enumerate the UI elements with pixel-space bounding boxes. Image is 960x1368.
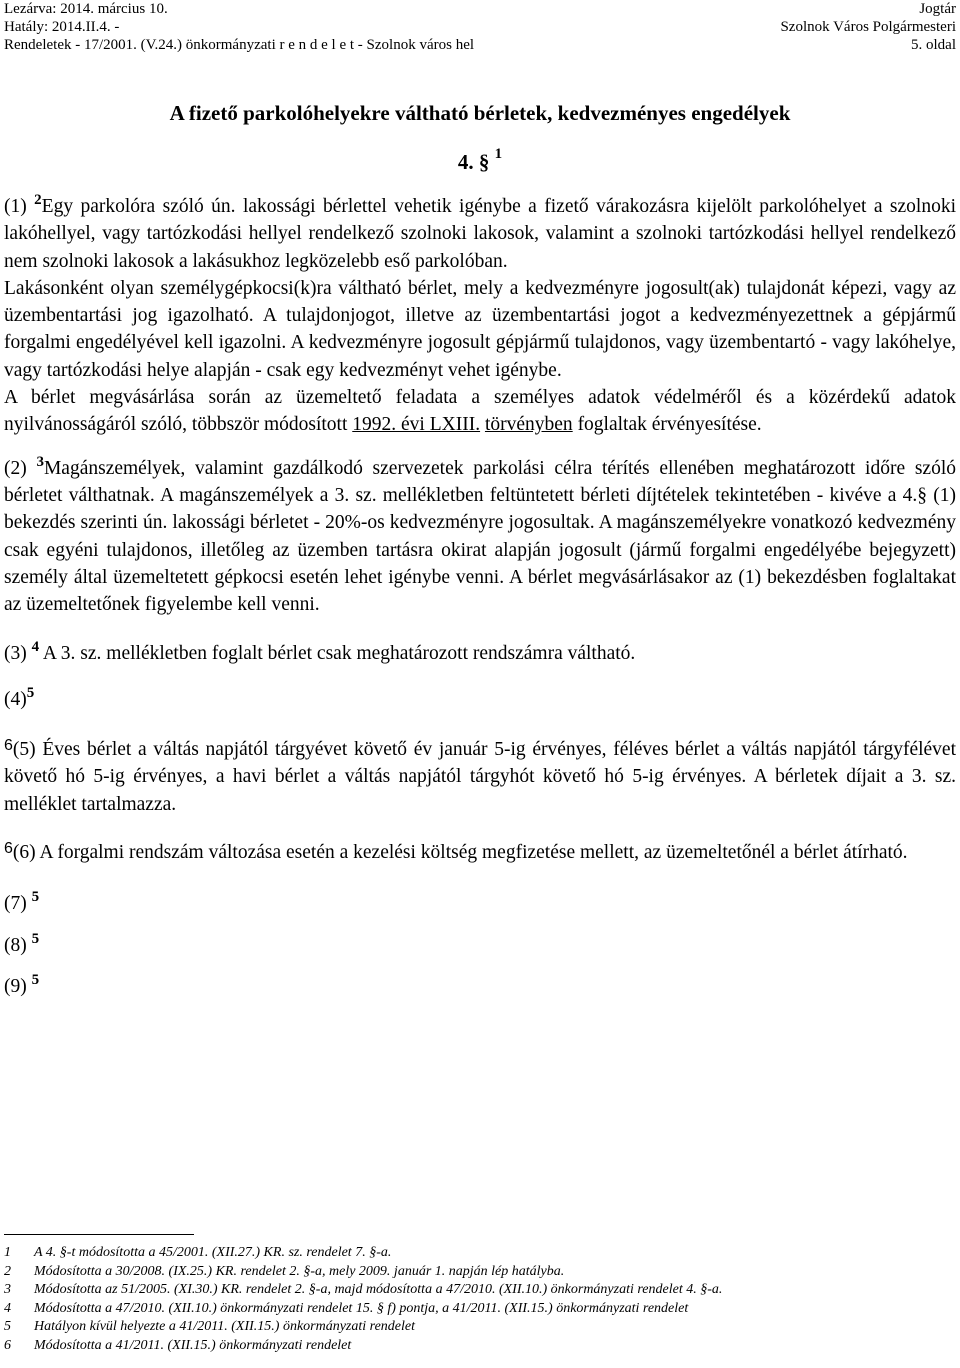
paragraph-number: (7) <box>4 893 32 915</box>
law-link[interactable]: törvényben <box>484 414 573 436</box>
footnote-number: 6 <box>4 1337 11 1353</box>
paragraph-number: (1) <box>4 196 35 217</box>
paragraph-8 <box>4 932 956 959</box>
section-number-text: 4. § <box>457 150 490 174</box>
paragraph-1-c <box>4 384 956 439</box>
footnote-number: 1 <box>4 1245 11 1260</box>
footnote-ref[interactable]: 4 <box>31 639 40 656</box>
paragraph-4 <box>4 686 956 713</box>
footnote-ref[interactable]: 5 <box>31 930 40 947</box>
footnote <box>4 1263 956 1282</box>
section-title: A fizető parkolóhelyekre váltható bérletek, kedvezményes engedélyek <box>169 101 791 125</box>
header-right <box>780 0 956 54</box>
paragraph-number: (9) <box>4 975 32 997</box>
paragraph-text: (5) Éves bérlet a váltás napjától tárgyévet követő év január 5-ig érvényes, féléves bérlet a váltás napjától tárgyfélévet követő hó 5-ig érvényes, a havi bérlet a váltás napjától tárgyhót követő hó 5-ig érvényes. A bérletek díjait a 3. sz. melléklet tartalmazza. <box>4 739 956 815</box>
section-number <box>0 146 960 175</box>
paragraph-number: (4) <box>4 688 27 710</box>
footnote-number: 3 <box>4 1282 11 1298</box>
footnote-text: Módosította a 41/2011. (XII.15.) önkormányzati rendelet <box>34 1337 352 1353</box>
footnote-text: Módosította az 51/2005. (XI.30.) KR. rendelet 2. §-a, majd módosította a 47/2010. (XII.10.) önkormányzati rendelet 4. §-a. <box>34 1282 723 1298</box>
footnote-text: Módosította a 30/2008. (IX.25.) KR. rendelet 2. §-a, mely 2009. január 1. napján lép hatályba. <box>34 1263 565 1279</box>
footnote <box>4 1337 956 1356</box>
footnote-ref[interactable]: 5 <box>26 684 35 701</box>
paragraph-2 <box>4 455 956 619</box>
footnote-number: 5 <box>4 1319 11 1335</box>
footnote <box>4 1281 956 1300</box>
paragraph-number: (3) <box>4 643 32 665</box>
paragraph-text: foglaltak érvényesítése. <box>572 414 762 436</box>
footnotes <box>4 1244 956 1356</box>
footnote-ref[interactable]: 1 <box>494 146 503 162</box>
footnote-text: Hatályon kívül helyezte a 41/2011. (XII.15.) önkormányzati rendelet <box>34 1319 416 1335</box>
footnote-ref[interactable]: 6 <box>4 737 13 755</box>
law-link[interactable]: 1992. évi LXIII. <box>352 414 481 436</box>
paragraph-6 <box>4 839 956 866</box>
paragraph-7 <box>4 890 956 917</box>
footnote-number: 2 <box>4 1263 11 1279</box>
footnote <box>4 1244 956 1263</box>
paragraph-text: (6) A forgalmi rendszám változása esetén a kezelési költség megfizetése mellett, az üzemeltetőnél a bérlet átírható. <box>12 841 908 863</box>
paragraph-9 <box>4 973 956 1000</box>
header-effect: Hatály: 2014.II.4. - <box>4 19 120 35</box>
paragraph-text: Magánszemélyek, valamint gazdálkodó szervezetek parkolási célra térítés ellenében meghatározott időre szóló bérletet válthatnak. A magánszemélyek a 3. sz. mellékletben feltüntetett bérleti díjtételek tekintetében - kivéve a 4.§ (1) bekezdés szerinti ún. lakossági bérletet - 20%-os kedvezményre jogosultak. A magánszemélyekre vonatkozó kedvezmény csak egyéni tulajdonos, illetőleg az üzemben tartásra okirat alapján jogosult (jármű forgalmi engedélyébe bejegyzett) személy által üzemeltetett gépkocsi esetén lehet igénybe venni. A bérlet megvásárlásakor az (1) bekezdésben foglaltakat az üzemeltetőnek figyelembe kell venni. <box>4 457 956 616</box>
footnote <box>4 1318 956 1337</box>
document-body <box>4 193 956 1000</box>
footnote-ref[interactable]: 5 <box>31 889 40 906</box>
header-issuer: Szolnok Város Polgármesteri <box>780 19 956 35</box>
footnote-ref[interactable]: 2 <box>34 192 42 208</box>
footnote-ref[interactable]: 5 <box>31 971 40 988</box>
paragraph-number: (2) <box>4 457 37 479</box>
footnote-ref[interactable]: 3 <box>36 453 44 470</box>
footnote <box>4 1300 956 1319</box>
footnote-divider <box>4 1234 194 1235</box>
paragraph-text: A bérlet megvásárlása során az üzemeltető feladata a személyes adatok védelméről és a közérdekű adatok nyilvánosságáról szóló, többször módosított <box>4 387 956 436</box>
footnote-text: Módosította a 47/2010. (XII.10.) önkormányzati rendelet 15. § f) pontja, a 41/2011. (XII.15.) önkormányzati rendelet <box>34 1300 689 1316</box>
paragraph-5 <box>4 736 956 818</box>
footnote-ref[interactable]: 6 <box>4 839 13 857</box>
paragraph-1-b: Lakásonként olyan személygépkocsi(k)ra váltható bérlet, mely a kedvezményre jogosult(ak) tulajdonát képezi, vagy az üzembentartási jog igazolható. A tulajdonjogot, illetve az üzembentartási jogot a kedvezményezettnek a gépjármű forgalmi engedélyével kell igazolni. A kedvezményre jogosult gépjármű tulajdonos, vagy üzembentartó - vagy lakóhelye, vagy tartózkodási helye alapján - csak egy kedvezményt vehet igénybe. <box>4 277 956 381</box>
paragraph-3 <box>4 640 956 667</box>
header-decree: Rendeletek - 17/2001. (V.24.) önkormányzati r e n d e l e t - Szolnok város hel <box>4 37 475 53</box>
header-closed-date: Lezárva: 2014. március 10. <box>4 1 168 17</box>
header-page-number: 5. oldal <box>911 37 956 53</box>
paragraph-number: (8) <box>4 934 32 956</box>
paragraph-1 <box>4 193 956 275</box>
paragraph-text: A 3. sz. mellékletben foglalt bérlet csak meghatározott rendszámra váltható. <box>39 643 636 665</box>
footnote-text: A 4. §-t módosította a 45/2001. (XII.27.) KR. sz. rendelet 7. §-a. <box>34 1245 392 1260</box>
footnote-number: 4 <box>4 1300 11 1316</box>
header-source: Jogtár <box>919 1 956 17</box>
paragraph-text: Egy parkolóra szóló ún. lakossági bérlettel vehetik igénybe a fizető várakozásra kijelölt parkolóhelyet a szolnoki lakóhellyel, vagy tartózkodási hellyel rendelkező szolnoki lakosok, valamint a szolnoki tartózkodási hellyel rendelkező nem szolnoki lakosok a lakásukhoz legközelebb eső parkolóban. <box>4 196 956 272</box>
header-left <box>4 0 474 54</box>
